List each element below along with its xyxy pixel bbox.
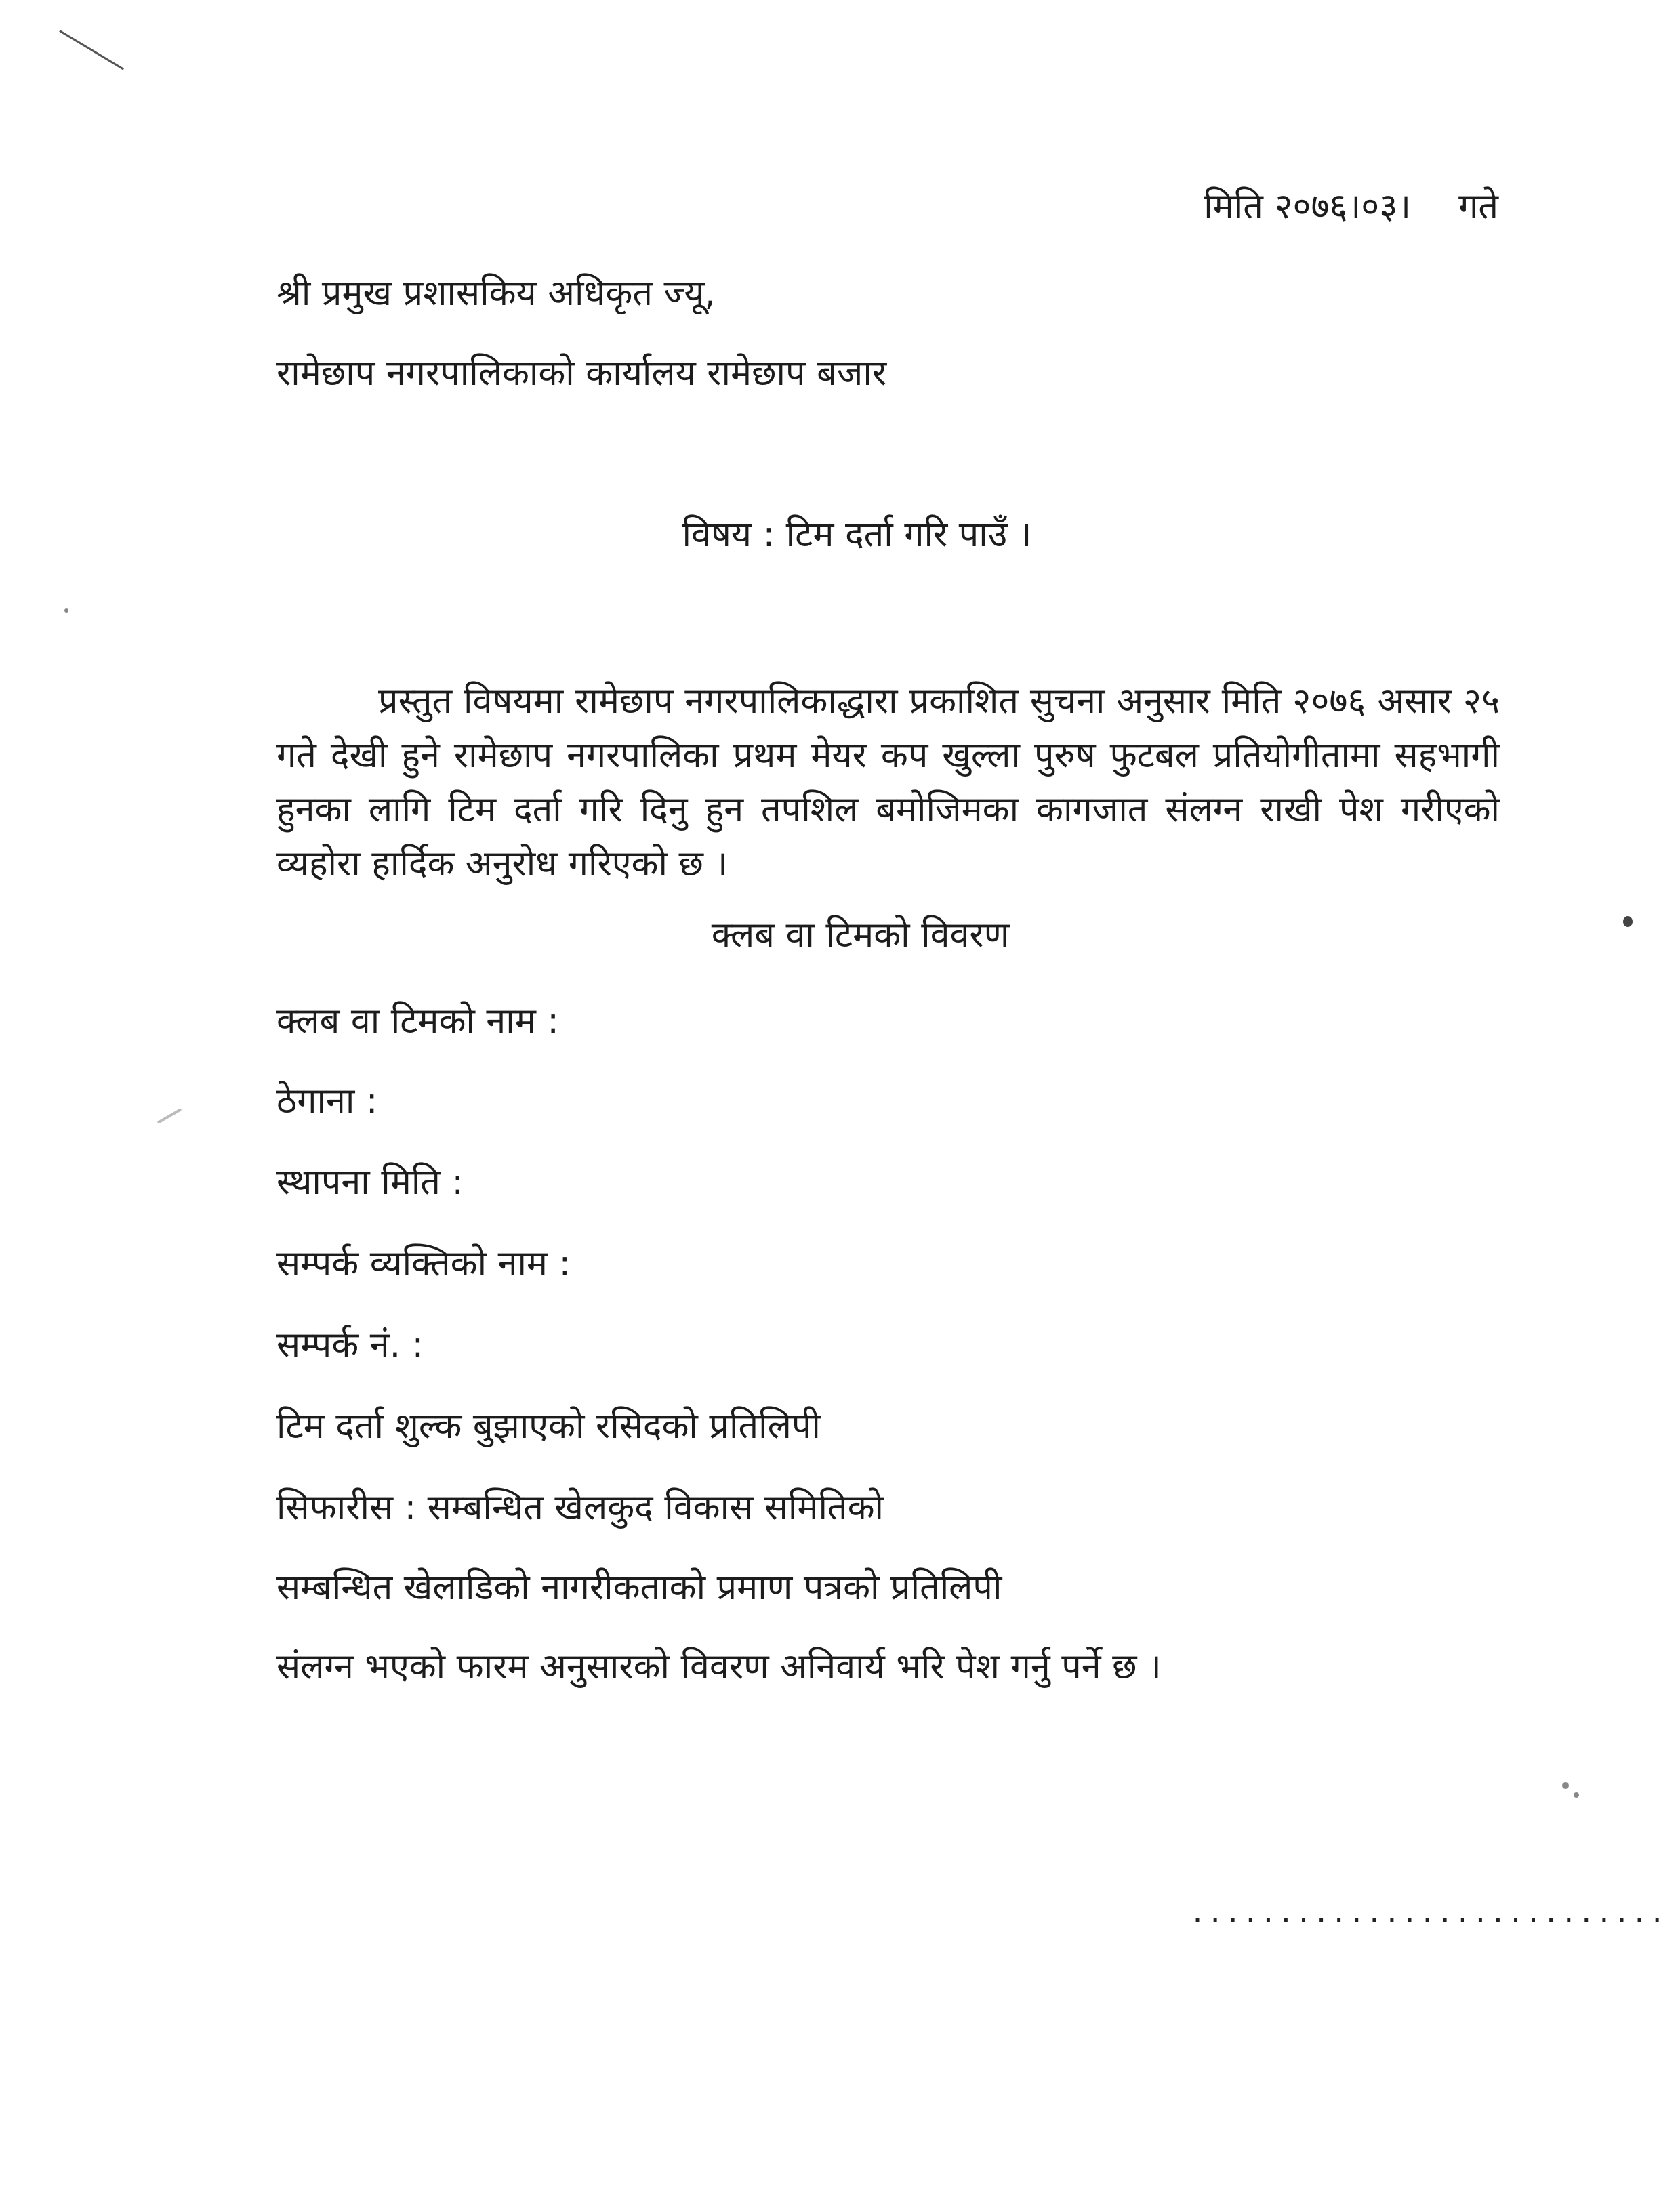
item-form-note: संलग्न भएको फारम अनुसारको विवरण अनिवार्य भरि पेश गर्नु पर्ने छ ।: [276, 1647, 1162, 1687]
scan-mark: [59, 30, 124, 70]
letter-date: [1204, 183, 1498, 230]
item-fee-receipt: टिम दर्ता शुल्क बुझाएको रसिदको प्रतिलिपी: [276, 1406, 821, 1447]
date-suffix: गते: [1458, 186, 1498, 227]
letter-subject: विषय : टिम दर्ता गरि पाउँ ।: [682, 514, 1032, 555]
field-established-date: स्थापना मिति :: [276, 1162, 464, 1203]
item-recommendation: सिफारीस : सम्बन्धित खेलकुद विकास समितिको: [276, 1487, 884, 1528]
field-address: ठेगाना :: [276, 1081, 378, 1121]
recipient-title: श्री प्रमुख प्रशासकिय अधिकृत ज्यू,: [276, 273, 716, 314]
scan-speck: [64, 608, 68, 613]
date-label: मिति २०७६।०३।: [1204, 186, 1412, 227]
field-club-name: क्लब वा टिमको नाम :: [276, 1001, 559, 1041]
section-heading: क्लब वा टिमको विवरण: [711, 915, 1010, 955]
signature-line: ...........................: [1189, 1897, 1667, 1928]
field-contact-number: सम्पर्क नं. :: [276, 1325, 424, 1365]
letter-body: प्रस्तुत विषयमा रामेछाप नगरपालिकाद्धारा प्रकाशित सुचना अनुसार मिति २०७६ असार २५ गते देखी हुने रामेछाप नगरपालिका प्रथम मेयर कप खुल्ला पुरुष फुटबल प्रतियोगीतामा सहभागी हुनका लागि टिम दर्ता गरि दिनु हुन तपशिल बमोजिमका कागजात संलग्न राखी पेश गरीएको व्यहोरा हार्दिक अनुरोध गरिएको छ ।: [276, 681, 1500, 884]
recipient-office: रामेछाप नगरपालिकाको कार्यालय रामेछाप बजार: [276, 353, 887, 394]
scan-speck: [1574, 1792, 1579, 1798]
item-citizenship-copy: सम्बन्धित खेलाडिको नागरीकताको प्रमाण पत्रको प्रतिलिपी: [276, 1567, 1002, 1608]
field-contact-person: सम्पर्क व्यक्तिको नाम :: [276, 1243, 571, 1284]
scan-speck: [157, 1108, 182, 1123]
scan-speck: [1562, 1782, 1569, 1789]
